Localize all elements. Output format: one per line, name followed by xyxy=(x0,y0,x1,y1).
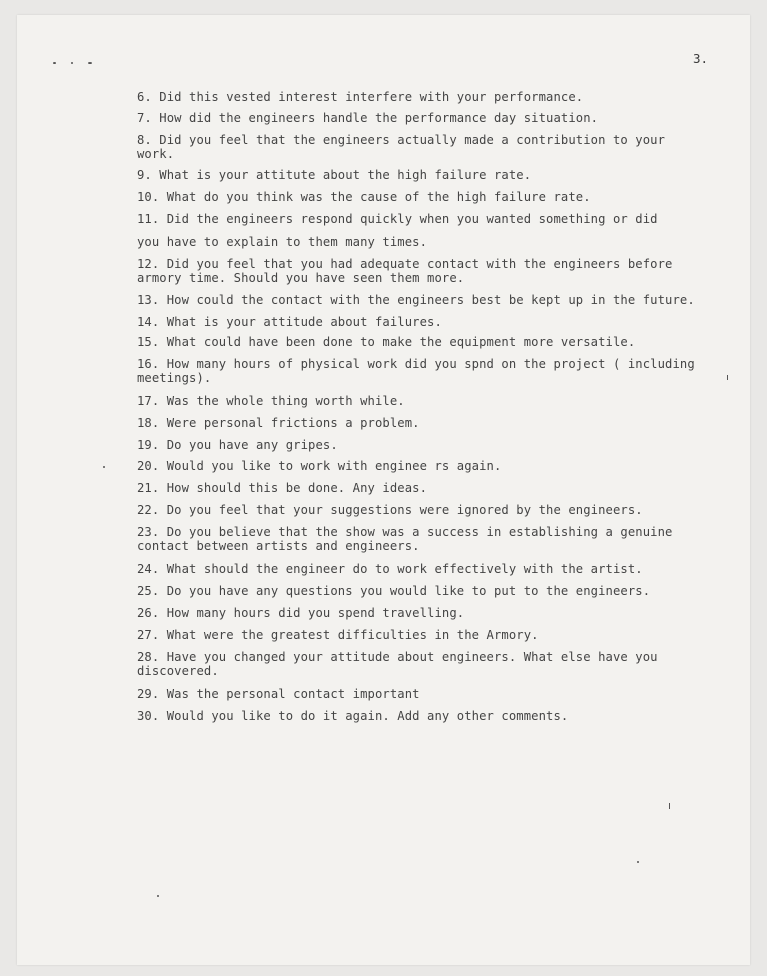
question-line: 25. Do you have any questions you would like to put to the engineers. xyxy=(137,584,651,598)
question-item xyxy=(137,335,737,349)
stray-mark xyxy=(637,861,639,863)
question-line: 6. Did this vested interest interfere with your performance. xyxy=(137,90,584,104)
question-line: 26. How many hours did you spend travelling. xyxy=(137,606,465,620)
question-item xyxy=(137,584,737,598)
question-item xyxy=(137,687,737,701)
question-line: discovered. xyxy=(137,664,219,678)
question-line: 22. Do you feel that your suggestions were ignored by the engineers. xyxy=(137,503,643,517)
question-line: 23. Do you believe that the show was a success in establishing a genuine xyxy=(137,525,673,539)
page-number: 3. xyxy=(693,51,709,66)
stray-mark xyxy=(157,895,159,897)
stray-mark xyxy=(53,62,56,64)
stray-mark xyxy=(669,803,670,809)
question-item xyxy=(137,459,737,473)
question-line: 13. How could the contact with the engineers best be kept up in the future. xyxy=(137,293,695,307)
question-line: 30. Would you like to do it again. Add any other comments. xyxy=(137,709,569,723)
question-line: 15. What could have been done to make the equipment more versatile. xyxy=(137,335,636,349)
question-item xyxy=(137,416,737,430)
question-item xyxy=(137,133,737,161)
question-line: 19. Do you have any gripes. xyxy=(137,438,338,452)
question-line: 12. Did you feel that you had adequate contact with the engineers before xyxy=(137,257,673,271)
question-item xyxy=(137,481,737,495)
question-item xyxy=(137,315,737,329)
question-line: 7. How did the engineers handle the performance day situation. xyxy=(137,111,599,125)
question-line: 18. Were personal frictions a problem. xyxy=(137,416,420,430)
stray-mark xyxy=(71,62,73,64)
question-line: 9. What is your attitute about the high failure rate. xyxy=(137,168,532,182)
question-item xyxy=(137,438,737,452)
question-item xyxy=(137,650,737,678)
question-line: contact between artists and engineers. xyxy=(137,539,420,553)
question-item xyxy=(137,212,737,249)
question-item xyxy=(137,257,737,285)
question-line: 29. Was the personal contact important xyxy=(137,687,420,701)
question-item xyxy=(137,709,737,723)
question-line: 17. Was the whole thing worth while. xyxy=(137,394,405,408)
question-line: you have to explain to them many times. xyxy=(137,235,428,249)
question-line: work. xyxy=(137,147,175,161)
question-line: 24. What should the engineer do to work effectively with the artist. xyxy=(137,562,643,576)
question-item xyxy=(137,628,737,642)
question-line: 14. What is your attitude about failures. xyxy=(137,315,442,329)
question-item xyxy=(137,190,737,204)
stray-mark xyxy=(88,62,92,64)
question-item xyxy=(137,503,737,517)
question-item xyxy=(137,606,737,620)
question-item xyxy=(137,562,737,576)
question-item xyxy=(137,525,737,553)
question-item xyxy=(137,111,737,125)
question-line: armory time. Should you have seen them more. xyxy=(137,271,465,285)
question-line: 27. What were the greatest difficulties in the Armory. xyxy=(137,628,539,642)
question-line: 20. Would you like to work with enginee rs again. xyxy=(137,459,502,473)
question-line: meetings). xyxy=(137,371,212,385)
question-item xyxy=(137,394,737,408)
question-line: 10. What do you think was the cause of the high failure rate. xyxy=(137,190,591,204)
question-item xyxy=(137,293,737,307)
question-line: 11. Did the engineers respond quickly when you wanted something or did xyxy=(137,212,658,226)
question-line: 8. Did you feel that the engineers actually made a contribution to your xyxy=(137,133,666,147)
question-line: 21. How should this be done. Any ideas. xyxy=(137,481,428,495)
question-line: 16. How many hours of physical work did you spnd on the project ( including xyxy=(137,357,695,371)
question-line: 28. Have you changed your attitude about engineers. What else have you xyxy=(137,650,658,664)
document-page xyxy=(17,15,750,965)
question-item xyxy=(137,168,737,182)
question-item xyxy=(137,357,737,385)
question-item xyxy=(137,90,737,104)
stray-mark xyxy=(103,466,105,468)
